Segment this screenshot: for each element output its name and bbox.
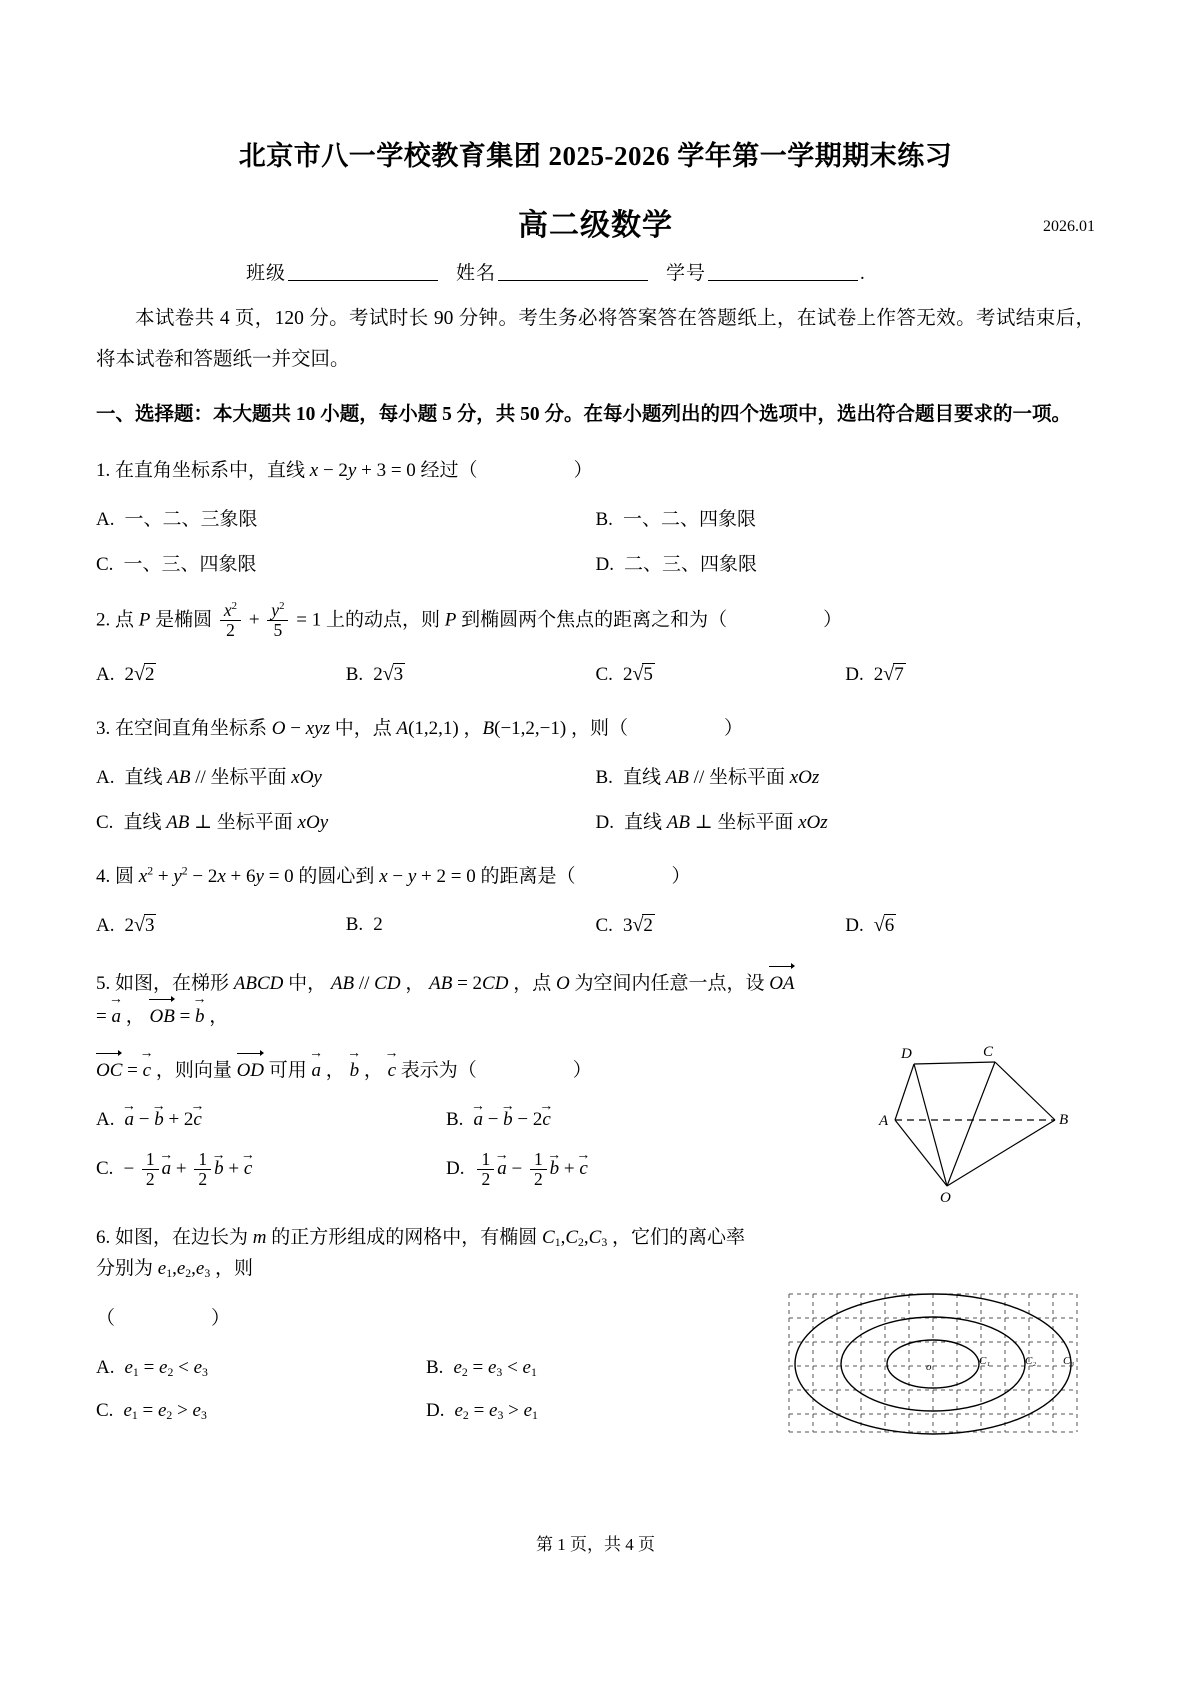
question-6-options-row-2 (96, 1400, 756, 1423)
question-5-option-d[interactable]: D. $\frac{1}{2}$ a → − $\frac{1}{2}$ b → + c → (446, 1151, 796, 1190)
exam-date: 2026.01 (1043, 217, 1095, 235)
option-label: A. (96, 1356, 115, 1378)
vertex-label-A: A (879, 1113, 889, 1129)
trapezoid-ABCD-diagram (877, 1038, 1077, 1206)
vertex-label-C: C (983, 1044, 994, 1060)
option-label: C. (595, 663, 613, 685)
question-5-stem-line-2: OC = c → ，则向量 OD 可用 a → ， b → ， c → 表示为（ ） (96, 1054, 796, 1086)
question-4-option-b[interactable] (346, 914, 596, 937)
option-label: C. (96, 1399, 114, 1421)
question-3-option-c[interactable]: C. 直线 AB ⊥ 坐标平面 xOy (96, 812, 329, 834)
option-label: D. (446, 1158, 465, 1180)
ellipse-C1 (887, 1340, 979, 1388)
option-label: B. (595, 508, 613, 530)
page-content (96, 0, 1095, 1554)
question-1-equation: x (309, 459, 319, 481)
vertex-label-D: D (901, 1046, 912, 1062)
option-text: 二、三、四象限 (623, 553, 757, 575)
question-3-option-b[interactable]: B. 直线 AB // 坐标平面 xOz (595, 767, 820, 789)
question-2-number: 2. (96, 609, 111, 631)
question-6-stem-line-2: （ ） (96, 1308, 231, 1330)
option-label: A. (96, 1108, 115, 1130)
question-1-paren-close: ） (573, 459, 593, 481)
question-1-options-row-2 (96, 549, 1095, 576)
question-1-option-c[interactable] (96, 549, 596, 576)
option-text: 2 (373, 914, 383, 936)
option-label: C. (96, 1158, 114, 1180)
page-footer: 第 1 页，共 4 页 (536, 1535, 655, 1554)
question-3-options-row-1 (96, 762, 1095, 789)
question-2-option-d[interactable]: D. 2√7 (845, 662, 904, 685)
question-4-option-d[interactable]: D. √6 (845, 914, 895, 937)
class-blank[interactable] (288, 263, 438, 281)
question-6-option-a[interactable]: A. $e_1 = e_2 < e_3$ (96, 1356, 208, 1379)
question-6-number: 6. (96, 1227, 111, 1249)
option-label: B. (345, 663, 364, 685)
question-3-number: 3. (96, 717, 111, 739)
idline-trailing: . (860, 262, 865, 284)
vertex-label-O: O (940, 1190, 951, 1206)
student-info-line (96, 258, 1095, 285)
question-1-option-b[interactable] (596, 504, 1096, 531)
question-6-option-b[interactable]: B. $e_2 = e_3 < e_1$ (426, 1356, 537, 1379)
question-2-fraction-1: $\frac{x^2}{2}$ (220, 601, 241, 640)
question-4-option-a[interactable]: A. 2√3 (96, 914, 155, 937)
option-text: 一、二、四象限 (622, 508, 756, 530)
ellipse-label-C2: C₂ (1025, 1355, 1037, 1367)
question-5-options-row-1 (96, 1109, 796, 1131)
option-label: A. (96, 915, 115, 937)
ellipse-label-C3: C₃ (1063, 1355, 1075, 1367)
question-6-option-c[interactable]: C. $e_1 = e_2 > e_3$ (96, 1399, 207, 1422)
question-3-stem: 3. 在空间直角坐标系 O − xyz 中，点 A(1,2,1) ，B(−1,2,−1) ，则（ ） (96, 717, 744, 739)
option-label: A. (96, 508, 115, 530)
subject-title: 高二级数学 (518, 208, 673, 242)
option-label: D. (595, 812, 614, 834)
center-label-O: o (926, 1361, 932, 1373)
question-4-number: 4. (96, 866, 111, 888)
question-6-stem-line-1: 6. 如图，在边长为 m 的正方形组成的网格中，有椭圆 $C_1,C_2,C_3$ ，它们的离心率分别为 $e_1,e_2,e_3$ ，则 (96, 1227, 746, 1280)
question-1-stem-tail: 经过（ (420, 459, 478, 481)
option-label: B. (426, 1356, 444, 1378)
option-label: A. (96, 663, 115, 685)
question-1-option-d[interactable] (596, 549, 1096, 576)
question-5-stem-line-1: 5. 如图，在梯形 ABCD 中， AB // CD ， AB = 2CD ，点 O 为空间内任意一点，设 OA = a → ， OB = b → ， (96, 967, 796, 1032)
question-1-option-a[interactable] (96, 504, 596, 531)
subtitle-row (96, 200, 1095, 240)
question-4-stem: 4. 圆 $x^2 + y^2 - 2x + 6y = 0$ 的圆心到 x − y + 2 = 0 的距离是（ ） (96, 864, 691, 888)
question-6-option-d[interactable]: D. $e_2 = e_3 > e_1$ (426, 1399, 538, 1422)
option-label: B. (595, 767, 613, 789)
question-3-options-row-2 (96, 807, 1095, 834)
student-number-blank[interactable] (708, 263, 858, 281)
question-5-option-a[interactable]: A. a → − b → + 2c → (96, 1109, 446, 1131)
option-label: C. (96, 812, 114, 834)
question-4-options (96, 914, 1095, 937)
option-label: D. (845, 915, 864, 937)
exam-instructions: 本试卷共 4 页，120 分。考试时长 90 分钟。考生务必将答案答在答题纸上，在试卷上作答无效。考试结束后，将本试卷和答题纸一并交回。 (96, 307, 1095, 370)
question-5-options-row-2 (96, 1148, 796, 1190)
option-label: B. (446, 1108, 464, 1130)
question-6-options-row-1 (96, 1357, 756, 1380)
question-5-number: 5. (96, 973, 111, 995)
vertex-label-B: B (1059, 1112, 1069, 1128)
ellipse-C2 (841, 1317, 1025, 1411)
question-2-option-b[interactable]: B. 2√3 (345, 662, 404, 685)
question-1-stem: 1. 在直角坐标系中，直线 x − 2y + 3 = 0 经过（ ） (96, 459, 593, 481)
question-1-stem-text: 在直角坐标系中，直线 (115, 459, 306, 481)
question-1-number: 1. (96, 459, 111, 481)
ellipse-label-C1: C₁ (979, 1355, 991, 1367)
question-2-option-a[interactable]: A. 2√2 (96, 662, 155, 685)
question-3-option-a[interactable]: A. 直线 AB // 坐标平面 xOy (96, 767, 322, 789)
option-label: D. (426, 1399, 445, 1421)
student-number-label: 学号 (666, 262, 707, 284)
class-label: 班级 (246, 262, 287, 284)
option-text: 一、三、四象限 (123, 553, 257, 575)
question-1-options-row-1 (96, 504, 1095, 531)
option-label: A. (96, 767, 115, 789)
option-label: C. (595, 915, 613, 937)
question-5-option-c[interactable]: C. − $\frac{1}{2}$ a → + $\frac{1}{2}$ b → + c → (96, 1151, 446, 1190)
option-text: 一、二、三象限 (124, 508, 258, 530)
question-2-stem: 2. 点 P 是椭圆 $\frac{x^2}{2}$ + $\frac{y^2}{5}$ = 1 上的动点，则 P 到椭圆两个焦点的距离之和为（ ） (96, 599, 843, 640)
question-2-options (96, 663, 1095, 686)
question-3-option-d[interactable]: D. 直线 AB ⊥ 坐标平面 xOz (595, 812, 828, 834)
option-label: D. (595, 553, 614, 575)
concentric-ellipses-grid-diagram (783, 1288, 1083, 1438)
name-label: 姓名 (456, 262, 497, 284)
page-title: 北京市八一学校教育集团 2025-2026 学年第一学期期末练习 (238, 141, 953, 171)
question-2-option-c[interactable]: C. 2√5 (595, 662, 653, 685)
question-4-option-c[interactable]: C. 3√2 (595, 914, 653, 937)
option-label: D. (845, 663, 864, 685)
name-blank[interactable] (498, 263, 648, 281)
option-label: B. (345, 914, 364, 936)
question-2-fraction-2: $\frac{y^2}{5}$ (267, 601, 288, 640)
section-one-heading: 一、选择题：本大题共 10 小题，每小题 5 分，共 50 分。在每小题列出的四个选项中，选出符合题目要求的一项。 (96, 403, 1072, 425)
question-5-option-b[interactable]: B. a → − b → − 2c → (446, 1109, 796, 1131)
option-label: C. (96, 553, 114, 575)
